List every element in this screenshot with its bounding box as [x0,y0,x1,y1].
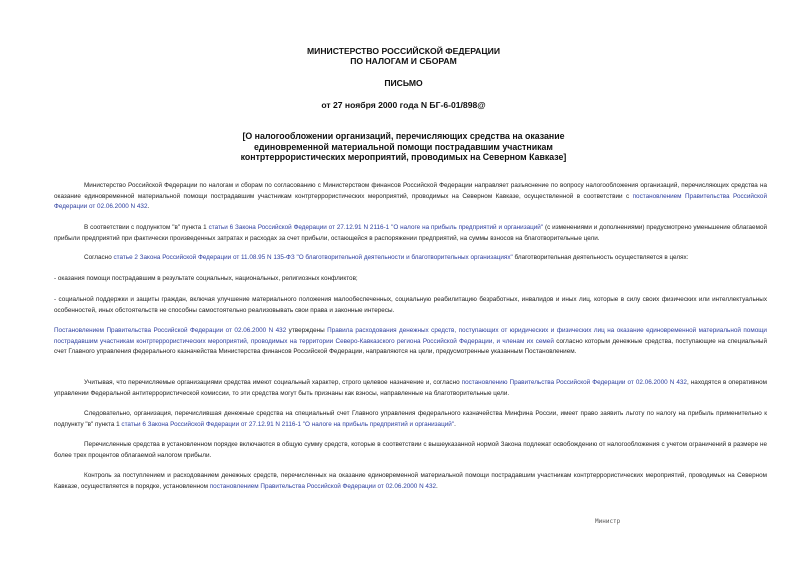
paragraph-2-text-a: В соответствии с подпунктом "в" пункта 1 [84,224,209,231]
paragraph-6 [54,326,767,358]
link-rules-funds[interactable]: Правила расходования денежных средств, поступающих от юридических и физических лиц на оказание единовременной материальной помощи пострадавшим участникам контртеррористических мероприятий, проводимых на территории Северо-Кавказского региона Российской Федерации, и членам их семей [54,327,767,345]
title-line2: единовременной материальной помощи пострадавшим участникам [254,141,553,152]
paragraph-2-text-b: (с изменениями и дополнениями) предусмотрено уменьшение облагаемой прибыли предприятий при фактически произведенных затратах и расходах за счет прибыли, остающейся в распоряжении предприятий, на суммы взносов на благотворительные цели. [54,224,768,242]
title-line3: контртеррористических мероприятий, проводимых на Северном Кавказе] [240,152,567,163]
paragraph-3-text-b: благотворительная деятельность осуществляется в целях: [512,254,689,261]
paragraph-2 [54,223,767,244]
paragraph-6-text-a: утверждены [286,327,328,334]
paragraph-10-text-a: Контроль за поступлением и расходованием денежных средств, перечисленных на оказание единовременной материальной помощи пострадавшим участникам контртеррористических мероприятий, проводимых на Северном Кавказе, осуществляется в порядке, установленном [54,472,767,490]
paragraph-8-end: . [454,420,456,428]
paragraph-7 [54,378,767,399]
signature-title: Министр [595,518,621,525]
paragraph-5: - социальной поддержки и защиты граждан, включая улучшение материального положения малообеспеченных, социальную реабилитацию безработных, инвалидов и иных лиц, которые в силу своих физических или интеллектуальных особенностей, иных обстоятельств не способны самостоятельно реализовывать свои права и законные интересы. [54,296,767,314]
document-title [0,131,807,163]
link-resolution-432-d[interactable]: постановлением Правительства Российской Федерации от 02.06.2000 N 432 [209,482,437,490]
paragraph-6-text-b: согласно которым денежные средства, поступающие на специальный счет Главного управления федерального казначейства Министерства финансов Российской Федерации, направляются на цели, предусмотренные указанным Постановлением. [54,337,767,355]
link-law-2116-1-b[interactable]: статьи 6 Закона Российской Федерации от 27.12.91 N 2116-1 "О налоге на прибыль предприятий и организаций" [121,420,455,428]
ministry-name-line1: МИНИСТЕРСТВО РОССИЙСКОЙ ФЕДЕРАЦИИ [306,46,501,56]
link-resolution-432-b[interactable]: Постановлением Правительства Российской Федерации от 02.06.2000 N 432 [54,327,287,334]
paragraph-8-text-a: Следовательно, организация, перечислившая денежные средства на специальный счет Главного управления федерального казначейства Минфина России, имеет право заявить льготу по налогу на прибыль применительно к подпункту "в" пункта 1 [54,410,767,428]
document-date-number: от 27 ноября 2000 года N БГ-6-01/898@ [321,100,486,110]
paragraph-1-end: . [147,203,150,210]
paragraph-10-end: . [436,482,438,490]
link-resolution-432[interactable]: постановлением Правительства Российской Федерации от 02.06.2000 N 432 [54,192,768,210]
link-law-135-fz[interactable]: статье 2 Закона Российской Федерации от 11.08.95 N 135-ФЗ "О благотворительной деятельности и благотворительных организациях" [113,254,513,261]
title-line1: [О налогообложении организаций, перечисляющих средства на оказание [242,131,565,141]
paragraph-8 [54,409,767,430]
paragraph-7-text-a: Учитывая, что перечисляемые организациями средства имеют социальный характер, строго целевое назначение и, согласно [84,379,462,386]
paragraph-10 [54,471,767,492]
paragraph-4: - оказания помощи пострадавшим в результате социальных, национальных, религиозных конфликтов; [54,275,358,282]
paragraph-7-text-b: , находятся в оперативном управлении Федеральной антитеррористической комиссии, то эти средства могут быть признаны как взносы, направленные на благотворительные цели. [54,379,768,397]
paragraph-1-text: Министерство Российской Федерации по налогам и сборам по согласованию с Министерством финансов Российской Федерации направляет разъяснение по вопросу налогообложения организаций, перечисляющих средства на оказание единовременной материальной помощи пострадавшим участникам контртеррористических мероприятий, проводимых на Северном Кавказе, осуществленной в соответствии с [54,182,767,200]
paragraph-3-text-a: Согласно [84,254,114,261]
ministry-name-line2: ПО НАЛОГАМ И СБОРАМ [350,56,457,66]
paragraph-9: Перечисленные средства в установленном порядке включаются в общую сумму средств, которые в соответствии с вышеуказанной нормой Закона подлежат освобождению от налогообложения с учетом ограничений в размере не более трех процентов облагаемой налогом прибыли. [54,441,767,459]
document-type: ПИСЬМО [384,78,423,88]
paragraph-3 [54,253,767,264]
paragraph-1 [54,181,767,213]
link-law-2116-1[interactable]: статьи 6 Закона Российской Федерации от 27.12.91 N 2116-1 "О налоге на прибыль предприятий и организаций" [208,224,544,231]
link-resolution-432-c[interactable]: постановлению Правительства Российской Федерации от 02.06.2000 N 432 [461,379,687,386]
